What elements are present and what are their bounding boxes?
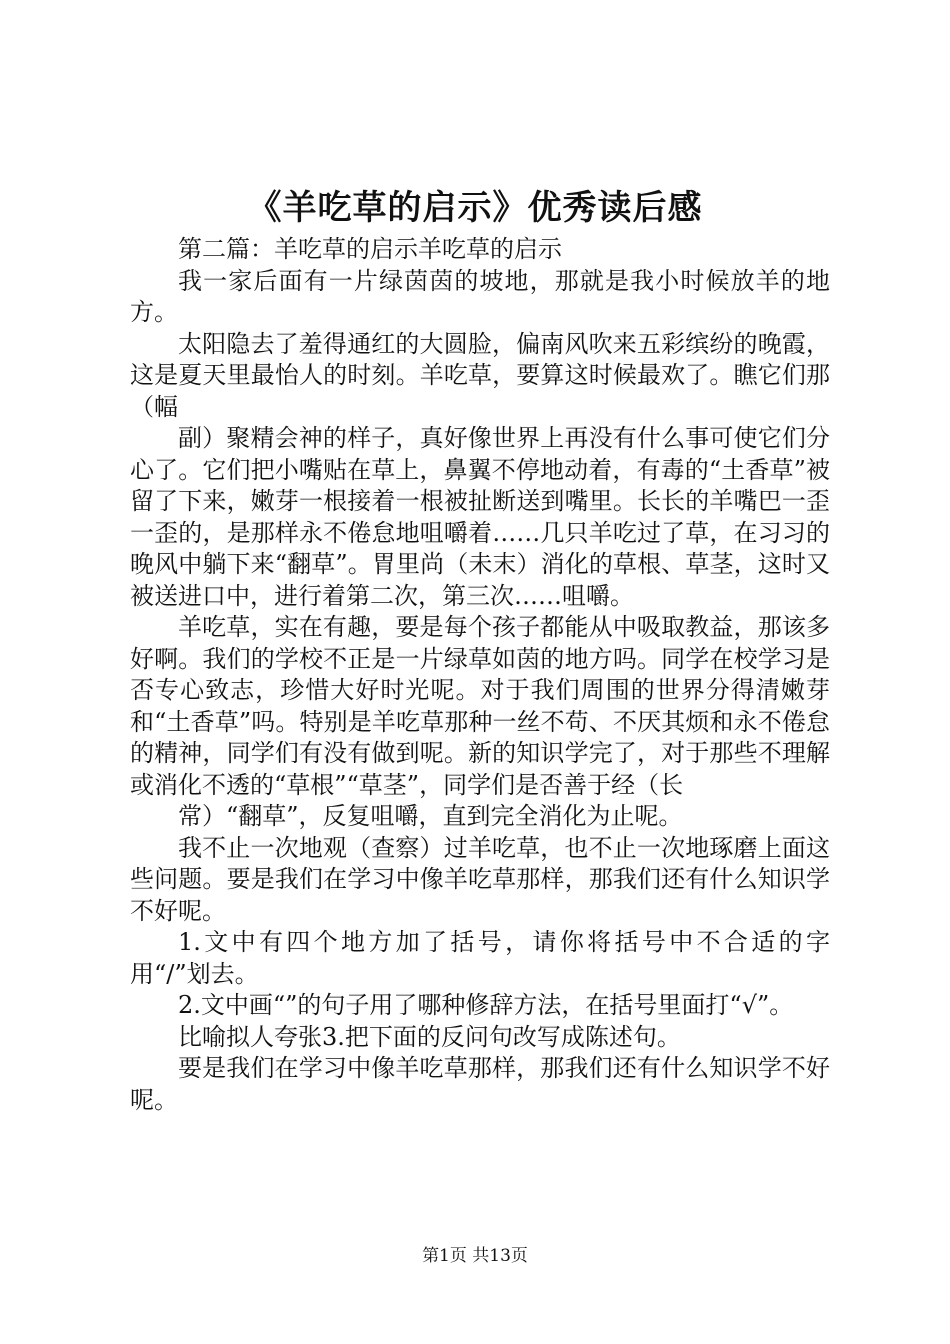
- document-body: [130, 234, 830, 1116]
- paragraph: 常）“翻草”，反复咀嚼，直到完全消化为止呢。: [178, 802, 683, 830]
- paragraph: 我不止一次地观（查察）过羊吃草，也不止一次地琢磨上面这些问题。要是我们在学习中像羊吃草那样，那我们还有什么知识学不好呢。: [130, 833, 830, 925]
- question-item: 1.文中有四个地方加了括号，请你将括号中不合适的字用“/”划去。: [130, 928, 830, 988]
- question-item: 比喻拟人夸张3.把下面的反问句改写成陈述句。: [178, 1022, 681, 1051]
- paragraph: 我一家后面有一片绿茵茵的坡地，那就是我小时候放羊的地方。: [130, 266, 830, 326]
- paragraph: 太阳隐去了羞得通红的大圆脸，偏南风吹来五彩缤纷的晚霞，这是夏天里最怡人的时刻。羊吃草，要算这时候最欢了。瞧它们那（幅: [130, 329, 830, 421]
- paragraph-subtitle: 第二篇：羊吃草的启示羊吃草的启示: [178, 235, 562, 263]
- question-item: 2.文中画“”的句子用了哪种修辞方法，在括号里面打“√”。: [178, 991, 794, 1019]
- document-title: 《羊吃草的启示》优秀读后感: [247, 188, 703, 228]
- page-footer: 第1页 共13页: [422, 1246, 528, 1266]
- paragraph: 副）聚精会神的样子，真好像世界上再没有什么事可使它们分心了。它们把小嘴贴在草上，鼻翼不停地动着，有毒的“土香草”被留了下来，嫩芽一根接着一根被扯断送到嘴里。长长的羊嘴巴一歪一歪的，是那样永不倦怠地咀嚼着……几只羊吃过了草，在习习的晚风中躺下来“翻草”。胃里尚（未末）消化的草根、草茎，这时又被送进口中，进行着第二次，第三次……咀嚼。: [130, 424, 830, 610]
- paragraph: 羊吃草，实在有趣，要是每个孩子都能从中吸取教益，那该多好啊。我们的学校不正是一片绿草如茵的地方吗。同学在校学习是否专心致志，珍惜大好时光呢。对于我们周围的世界分得清嫩芽和“土香草”吗。特别是羊吃草那种一丝不苟、不厌其烦和永不倦怠的精神，同学们有没有做到呢。新的知识学完了，对于那些不理解或消化不透的“草根”“草茎”，同学们是否善于经（长: [130, 613, 830, 799]
- paragraph: 要是我们在学习中像羊吃草那样，那我们还有什么知识学不好呢。: [130, 1054, 830, 1114]
